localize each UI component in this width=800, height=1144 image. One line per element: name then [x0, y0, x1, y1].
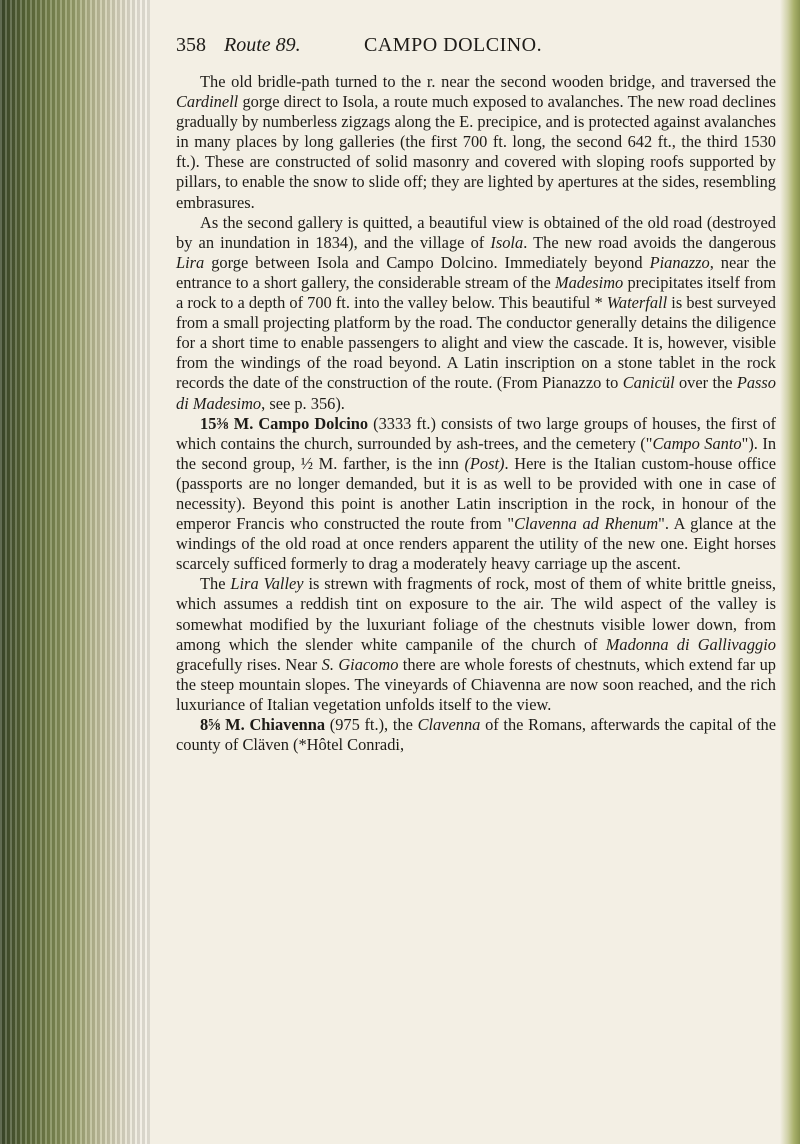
italic-text: Pianazzo: [649, 252, 710, 272]
text-run: is best surveyed from a small projecting platform by the road. The conductor generally detains the diligence for a short time to enable passengers to alight and view the cascade. It is, however, visible from the windings of the road beyond. A Latin inscription on a stone tablet in the rock records the date of the construction of the route. (From Pianazzo to: [176, 293, 776, 393]
place-heading: CAMPO DOLCINO.: [364, 34, 543, 56]
route-label: Route 89.: [224, 34, 301, 56]
italic-text: Isola: [490, 232, 524, 252]
bold-text: 8⅝ M. Chiavenna: [200, 715, 326, 734]
page-right-edge: [780, 0, 800, 1144]
paragraph: [176, 715, 776, 755]
paragraph: [176, 72, 776, 213]
italic-text: Madonna di Gallivaggio: [605, 634, 776, 654]
text-run: gracefully rises. Near: [176, 654, 322, 674]
italic-text: Clavenna ad Rhenum: [514, 514, 659, 534]
text-run: "). In the second group, ½ M. farther, is the inn: [176, 433, 777, 473]
italic-text: Passo di Madesimo: [176, 373, 776, 413]
text-run: (975 ft.), the: [325, 715, 418, 734]
text-run: of the Romans, afterwards the capital of the county of Cläven (*Hôtel Conradi,: [176, 715, 776, 755]
bold-text: 15⅜ M. Campo Dolcino: [200, 413, 369, 433]
book-binding-shadow: [0, 0, 150, 1144]
body-text: [176, 72, 776, 755]
text-run: gorge direct to Isola, a route much exposed to avalanches. The new road declines gradually by numberless zigzags along the E. precipice, and is protected against avalanches in many places by long galleries (the first 700 ft. long, the second 642 ft., the third 1530 ft.). These are constructed of solid masonry and covered with sloping roofs supported by pillars, to enable the snow to slide off; they are lighted by apertures at the sides, resembling embrasures.: [176, 92, 776, 212]
text-run: As the second gallery is quitted, a beautiful view is obtained of the old road (destroyed by an inundation in 1834), and the village of: [176, 212, 776, 252]
paragraph: [176, 574, 776, 715]
paragraph: [176, 414, 776, 575]
running-header: [176, 34, 776, 64]
text-run: is strewn with fragments of rock, most of them of white brittle gneiss, which assumes a reddish tint on exposure to the air. The wild aspect of the valley is somewhat modified by the luxuriant foliage of the chestnuts visible lower down, from among which the slender white campanile of the church of: [176, 574, 776, 654]
italic-text: Lira: [176, 252, 205, 272]
italic-text: Madesimo: [554, 272, 624, 292]
text-run: , near the entrance to a short gallery, the considerable stream of the: [176, 252, 776, 292]
page-number: 358: [176, 34, 206, 56]
book-page: [176, 34, 776, 755]
italic-text: Cardinell: [176, 92, 239, 112]
text-run: precipitates itself from a rock to a depth of 700 ft. into the valley below. This beautiful *: [176, 272, 776, 313]
italic-text: Canicül: [622, 373, 675, 393]
text-run: there are whole forests of chestnuts, which extend far up the steep mountain slopes. The vineyards of Chiavenna are now soon reached, and the rich luxuriance of Italian vegetation unfolds itself to the view.: [176, 654, 776, 714]
text-run: , see p. 356).: [261, 393, 345, 413]
text-run: gorge between Isola and Campo Dolcino. Immediately beyond: [204, 252, 650, 272]
italic-text: Campo Santo: [652, 433, 742, 453]
text-run: (3333 ft.) consists of two large groups of houses, the first of which contains the church, surrounded by ash-trees, and the cemetery (": [176, 413, 776, 453]
italic-text: (Post): [464, 453, 505, 473]
paragraph: [176, 213, 776, 414]
text-run: . The new road avoids the dangerous: [523, 232, 776, 252]
text-run: ". A glance at the windings of the old road at once renders apparent the utility of the new one. Eight horses scarcely sufficed formerly to drag a moderately heavy carriage up the ascent.: [176, 514, 776, 574]
italic-text: Lira Valley: [230, 574, 304, 594]
italic-text: S. Giacomo: [321, 654, 399, 674]
italic-text: Waterfall: [606, 293, 668, 313]
text-run: The old bridle-path turned to the r. near the second wooden bridge, and traversed the: [200, 72, 776, 91]
italic-text: Clavenna: [417, 715, 481, 734]
text-run: over the: [674, 373, 737, 393]
text-run: The: [200, 574, 231, 594]
text-run: . Here is the Italian custom-house office (passports are no longer demanded, but it is as well to be provided with one in case of necessity). Beyond this point is another Latin inscription in the rock, in honour of the emperor Francis who constructed the route from ": [176, 453, 776, 534]
